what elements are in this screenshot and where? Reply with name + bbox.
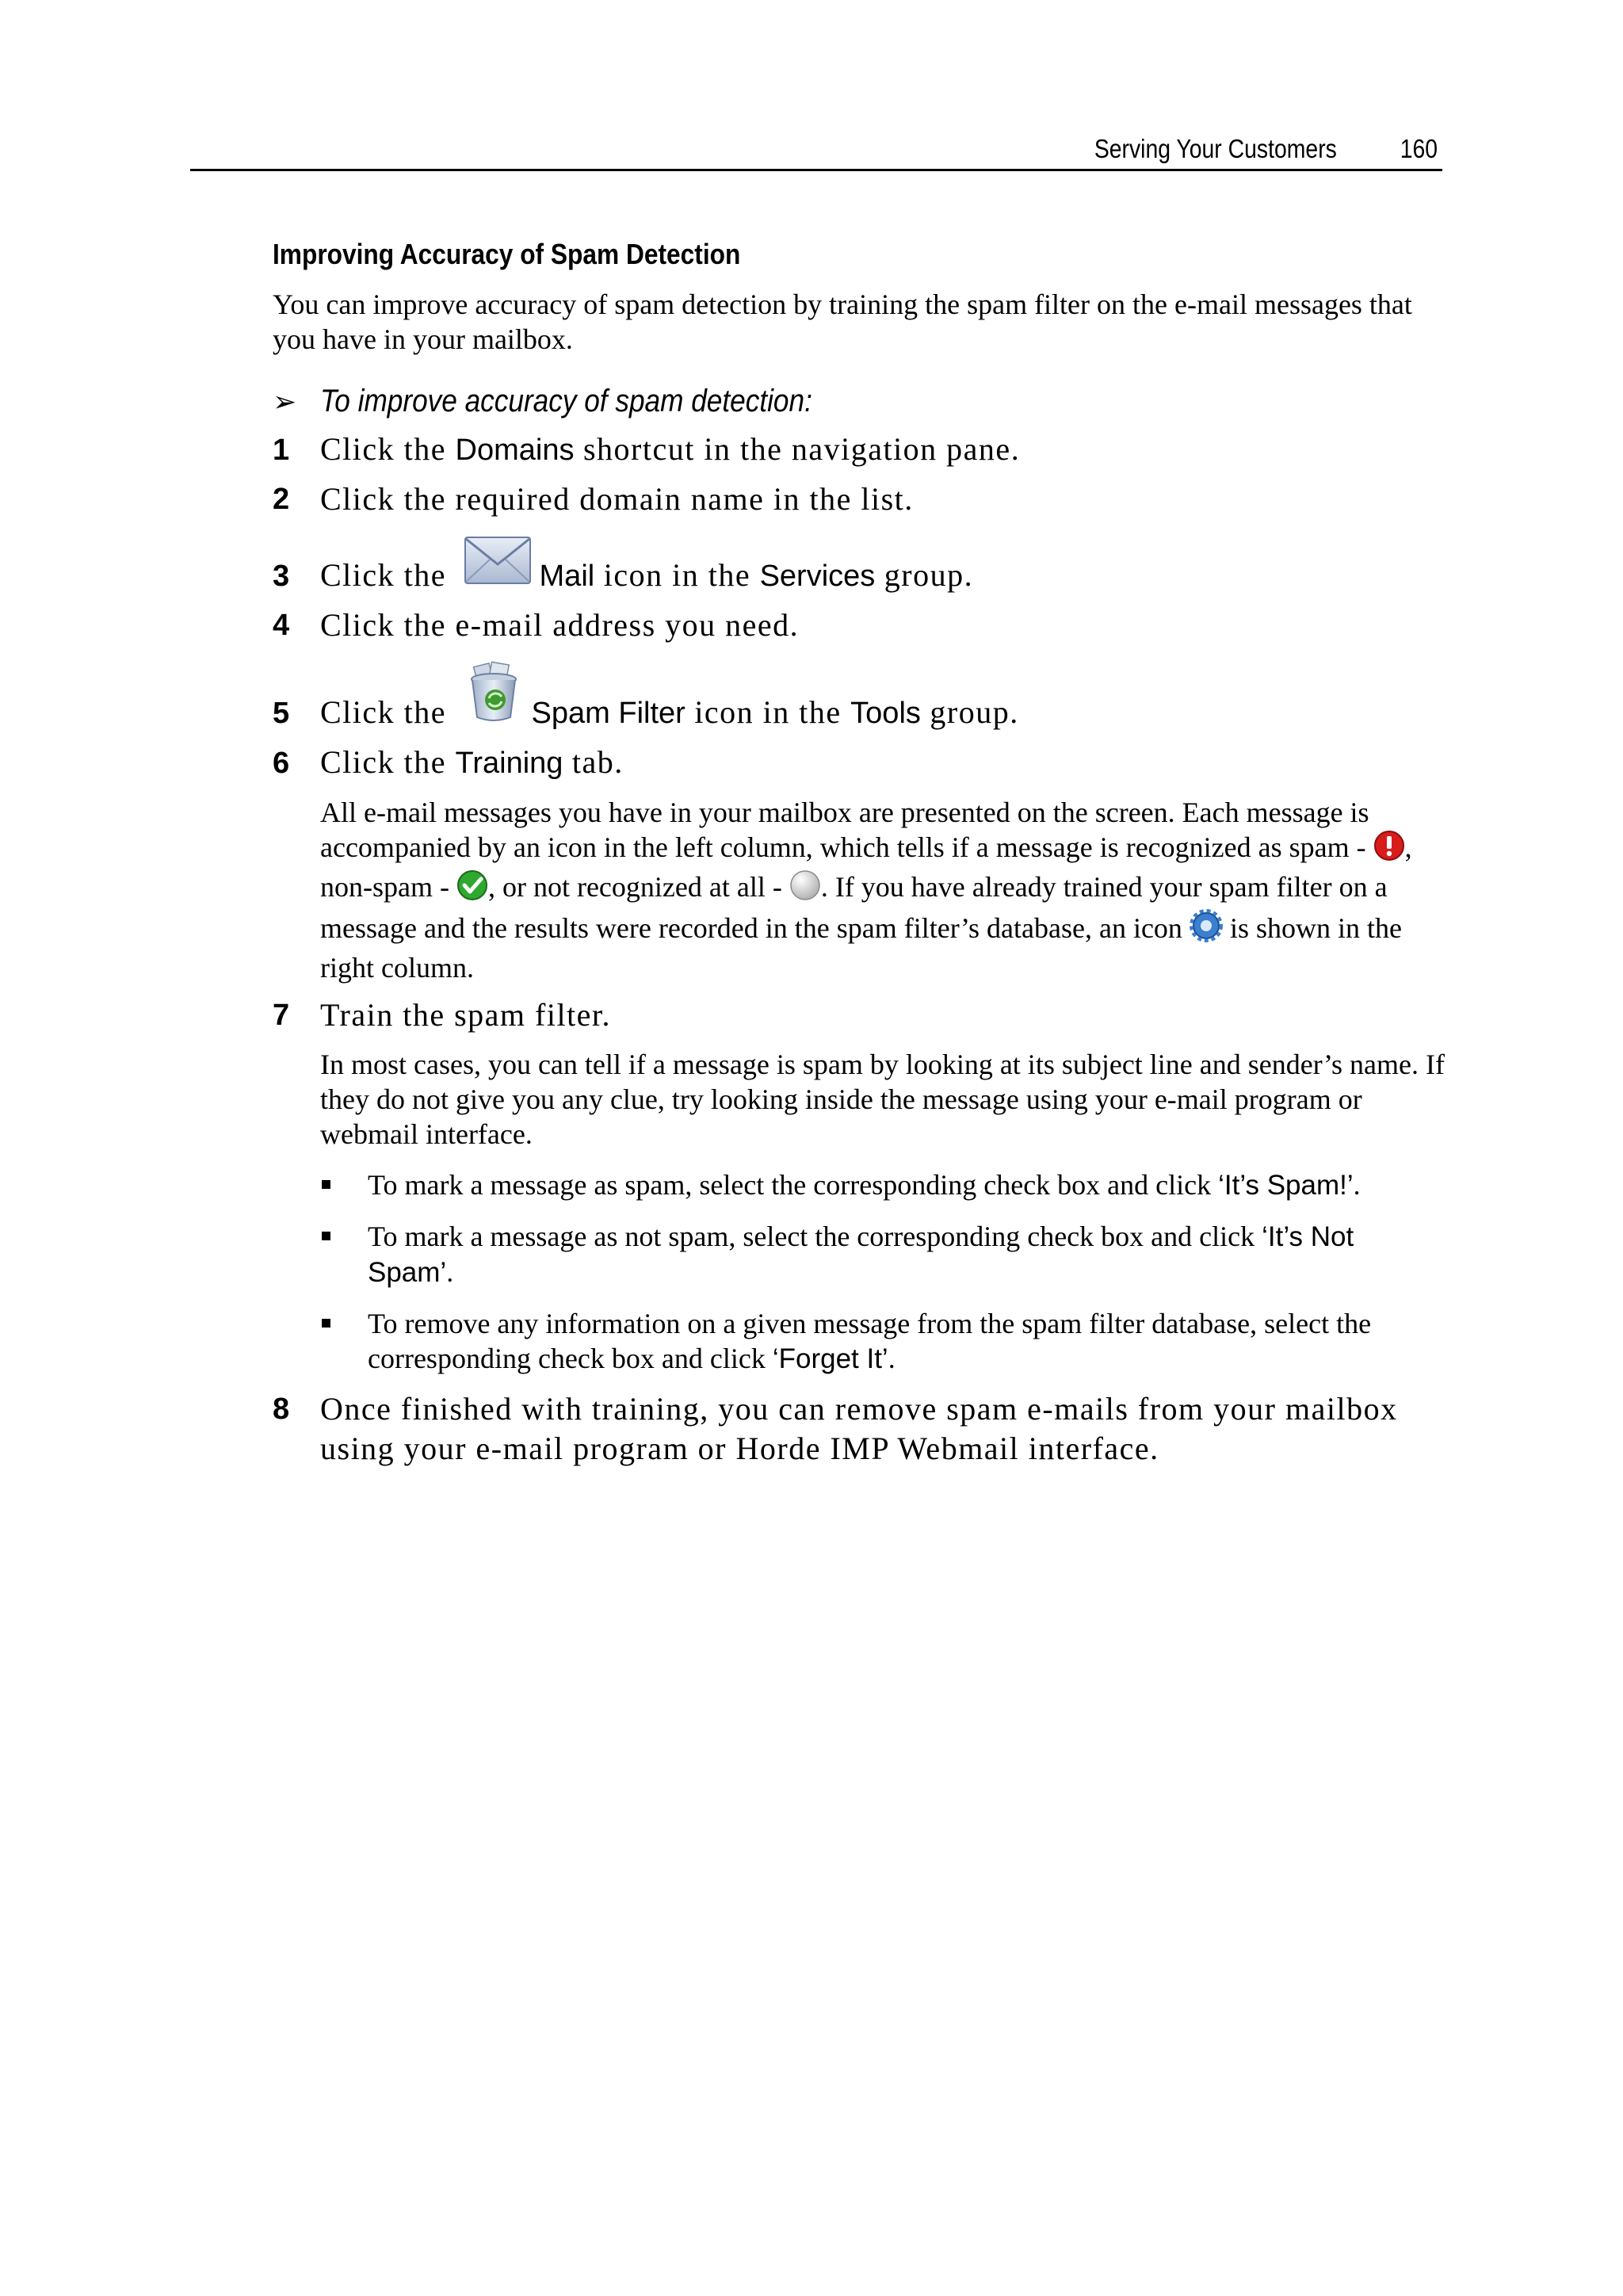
step-number: 6	[273, 747, 290, 780]
bullet-text: To remove any information on a given message from the spam filter database, select the corresponding check box and click	[368, 1308, 1372, 1374]
its-spam-label: ‘It’s Spam!’	[1218, 1170, 1354, 1201]
step-5	[273, 660, 1445, 732]
desc-text: , non-spam -	[320, 831, 1412, 903]
bullet-square	[322, 1319, 330, 1328]
list-item	[320, 1167, 1445, 1203]
domains-shortcut-label: Domains	[455, 434, 575, 467]
step-text: group.	[920, 694, 1019, 730]
step-text: Click the required domain name in the list.	[320, 481, 914, 517]
step-number: 3	[273, 560, 290, 593]
page-header	[190, 133, 1442, 171]
desc-text: is shown in the right column.	[320, 912, 1402, 984]
forget-it-label: ‘Forget It’	[772, 1343, 888, 1374]
training-tab-label: Training	[455, 747, 563, 780]
bullet-text: .	[888, 1343, 896, 1374]
procedure-heading	[273, 384, 1445, 419]
list-item	[320, 1306, 1445, 1377]
procedure-title: To improve accuracy of spam detection:	[320, 384, 813, 418]
bullet-square	[322, 1232, 330, 1240]
step-7-description	[320, 1047, 1445, 1377]
step-text: Click the	[320, 431, 456, 467]
step-text: Train the spam filter.	[320, 997, 612, 1033]
step-number: 5	[273, 697, 290, 730]
step-number: 7	[273, 999, 290, 1032]
step-7	[273, 996, 1445, 1034]
step-6-description	[320, 795, 1445, 985]
mail-label: Mail	[539, 560, 595, 593]
non-spam-status-icon	[456, 869, 488, 909]
step-text: tab.	[563, 744, 624, 780]
step-number: 4	[273, 609, 290, 642]
step-4	[273, 606, 1445, 644]
spam-filter-icon	[464, 660, 524, 732]
tools-group-label: Tools	[850, 697, 921, 730]
step-text: Click the	[320, 557, 456, 593]
step-text: Click the	[320, 744, 456, 780]
step-7-paragraph: In most cases, you can tell if a message is spam by looking at its subject line and sender’s name. If they do not give you any clue, try looking inside the message using your e-mail program or webmail interface.	[320, 1049, 1445, 1150]
section-intro: You can improve accuracy of spam detection by training the spam filter on the e-mail messages that you have in your mailbox.	[273, 288, 1412, 355]
bullet-text: .	[446, 1256, 454, 1288]
step-text: icon in the	[685, 694, 851, 730]
mail-icon	[464, 534, 532, 595]
step-text: Click the e-mail address you need.	[320, 607, 800, 643]
step-text: icon in the	[594, 557, 760, 593]
page-number: 160	[1400, 134, 1438, 163]
services-group-label: Services	[759, 560, 876, 593]
bullet-square	[322, 1180, 330, 1189]
step-number: 2	[273, 483, 290, 516]
desc-text: All e-mail messages you have in your mailbox are presented on the screen. Each message is accompanied by an icon in the left column, which tells if a message is recognized as spam -	[320, 797, 1373, 863]
step-1	[273, 430, 1445, 469]
header-title: Serving Your Customers	[1094, 134, 1337, 163]
step-text: group.	[875, 557, 974, 593]
desc-text: . If you have already trained your spam filter on a message and the results were recorded in the spam filter’s database, an icon	[320, 871, 1388, 944]
section-heading: Improving Accuracy of Spam Detection	[273, 238, 741, 270]
step-3	[273, 534, 1445, 595]
step-number: 8	[273, 1392, 290, 1426]
its-not-spam-label: ‘It’s Not Spam’	[368, 1221, 1354, 1288]
procedure-arrow: ➢	[273, 384, 297, 418]
list-item	[320, 1219, 1445, 1290]
step-6	[273, 743, 1445, 782]
step-number: 1	[273, 434, 290, 467]
training-actions-list	[320, 1167, 1445, 1377]
step-8	[273, 1389, 1445, 1469]
step-6-paragraph	[320, 795, 1445, 985]
step-text: shortcut in the navigation pane.	[574, 431, 1021, 467]
step-2	[273, 480, 1445, 518]
bullet-text: To mark a message as not spam, select the corresponding check box and click	[368, 1221, 1262, 1252]
step-text: Once finished with training, you can remove spam e-mails from your mailbox using your e-mail program or Horde IMP Webmail interface.	[320, 1391, 1398, 1466]
desc-text: , or not recognized at all -	[487, 871, 789, 903]
bullet-text: .	[1353, 1169, 1361, 1201]
spam-status-icon	[1373, 830, 1405, 869]
not-recognized-status-icon	[789, 869, 821, 909]
spam-filter-label: Spam Filter	[531, 697, 685, 730]
step-text: Click the	[320, 694, 456, 730]
page-content	[273, 238, 1445, 1469]
bullet-text: To mark a message as spam, select the corresponding check box and click	[368, 1169, 1219, 1201]
trained-database-icon	[1190, 909, 1223, 950]
